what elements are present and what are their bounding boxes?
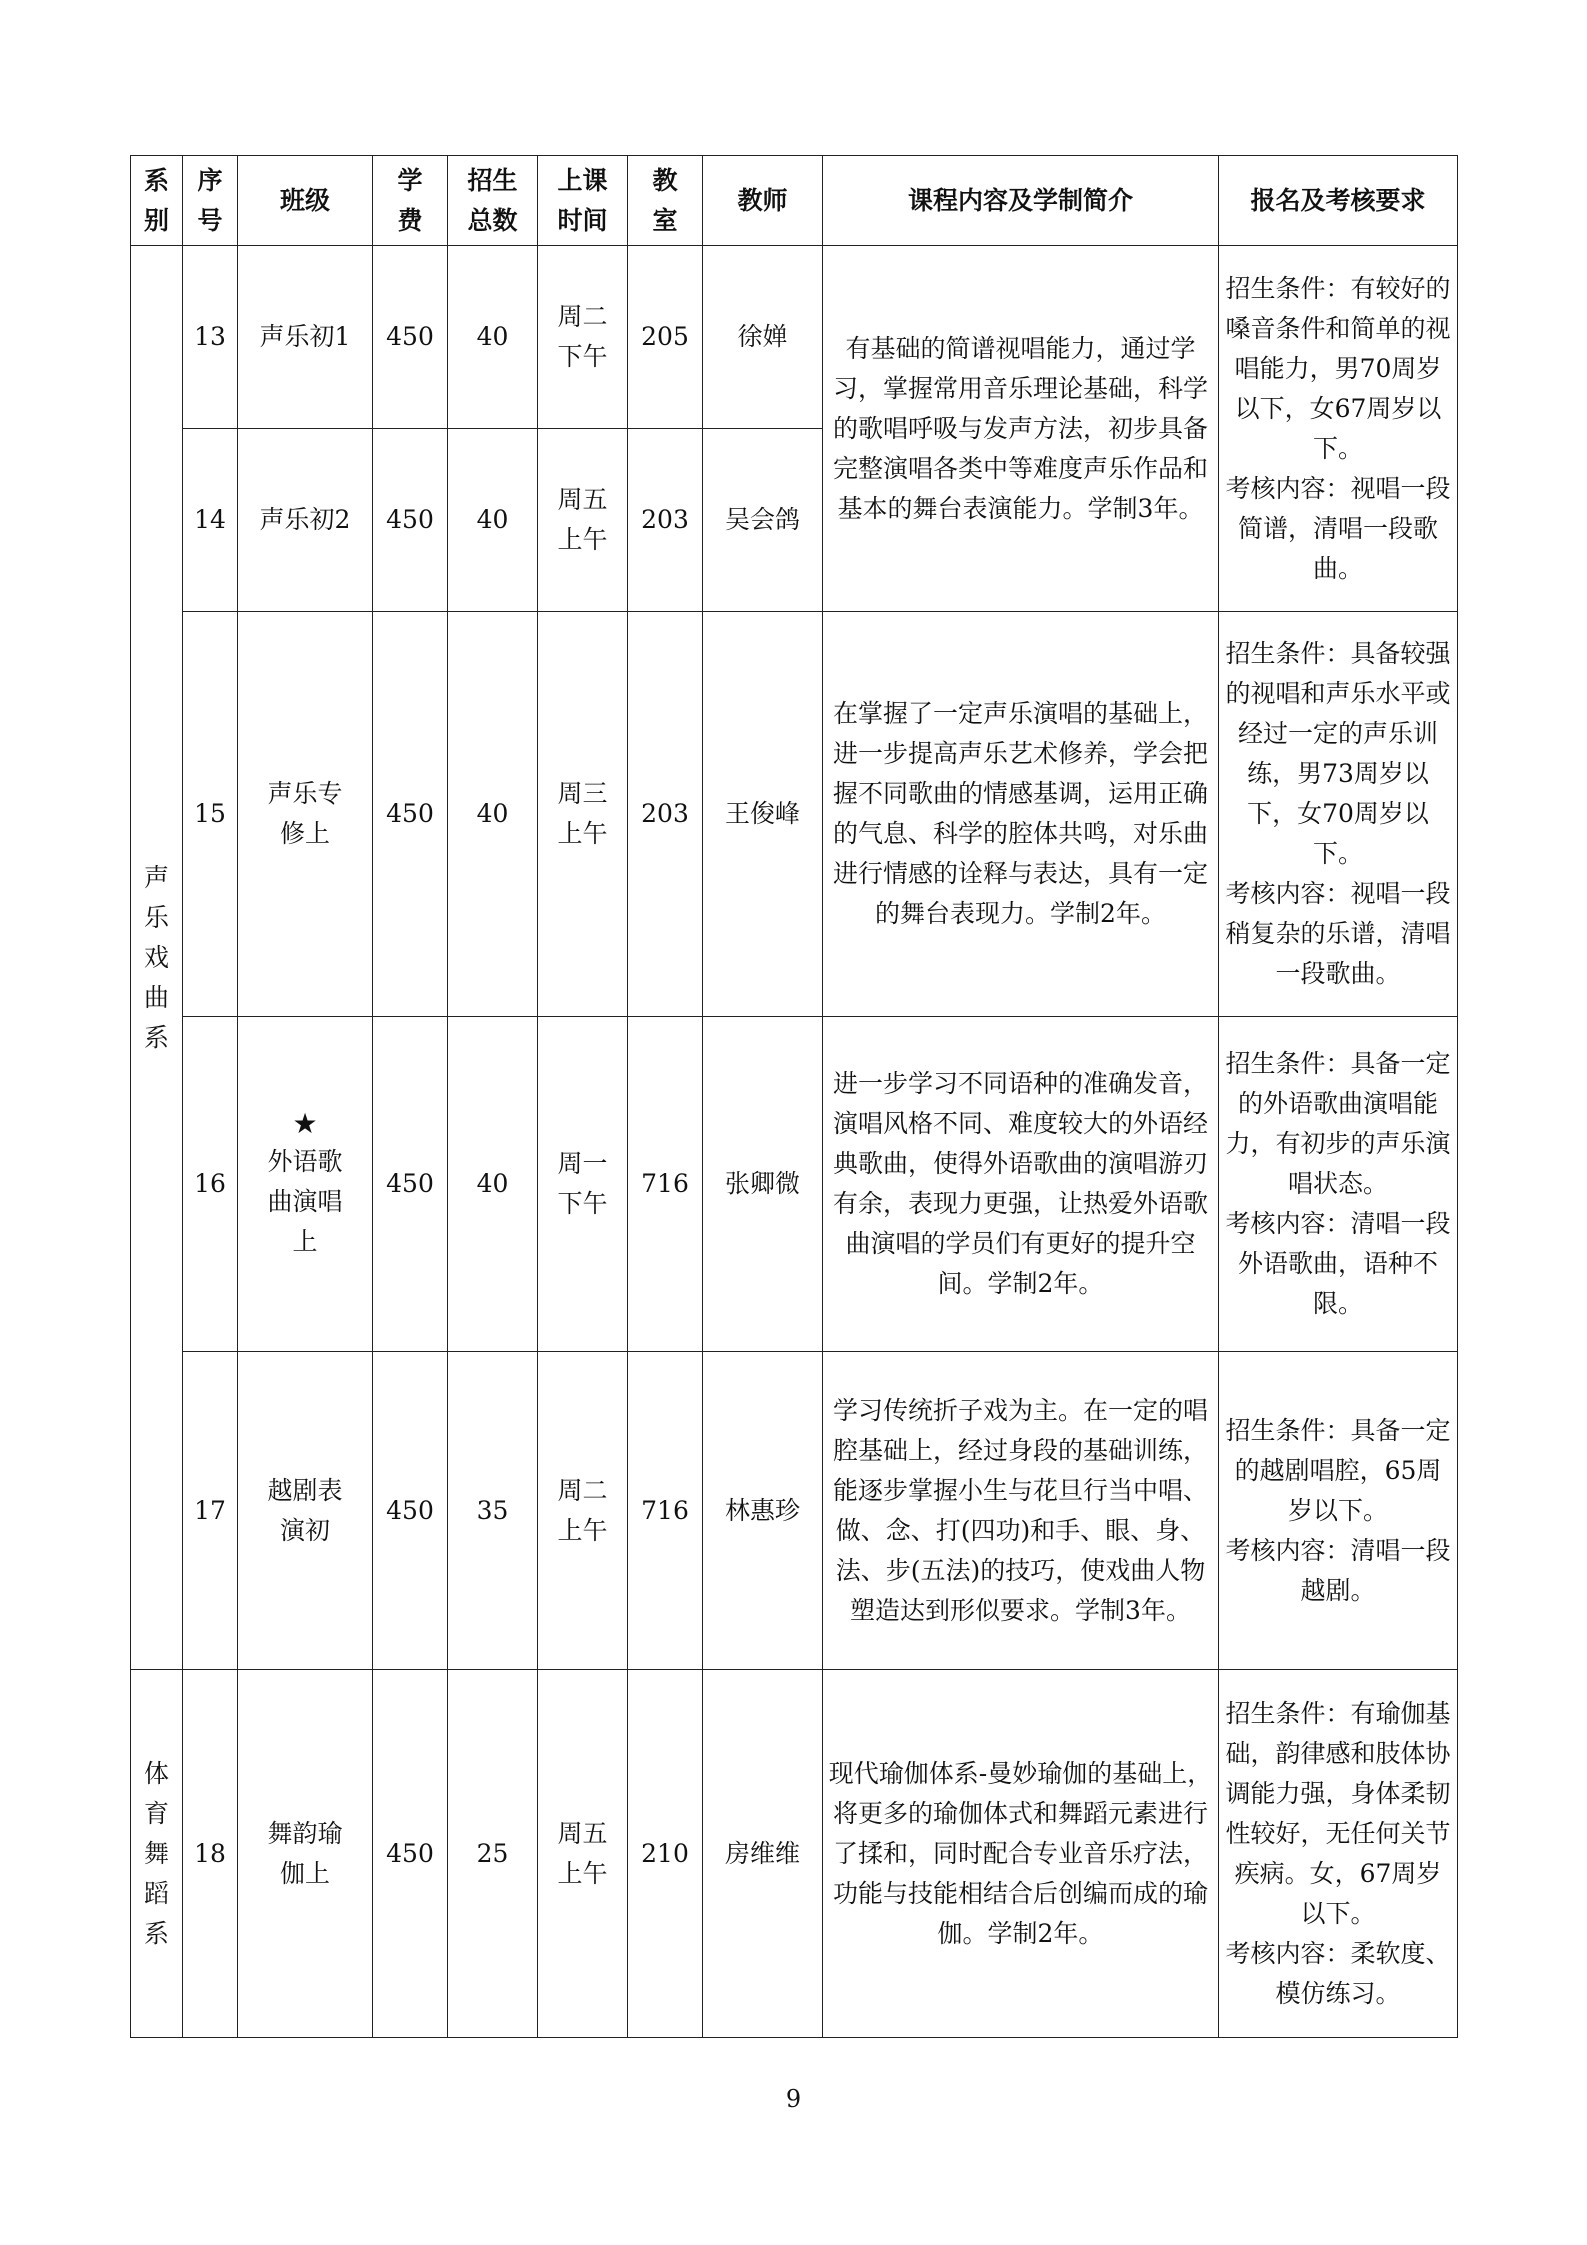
cell-quota: 35 (448, 1352, 538, 1670)
cell-time: 周三上午 (538, 612, 628, 1017)
cell-intro: 现代瑜伽体系-曼妙瑜伽的基础上，将更多的瑜伽体式和舞蹈元素进行了揉和，同时配合专业音乐疗法，功能与技能相结合后创编而成的瑜伽。学制2年。 (823, 1670, 1219, 2038)
table-header-row (131, 156, 1458, 246)
cell-time: 周五上午 (538, 1670, 628, 2038)
cell-room: 716 (628, 1352, 703, 1670)
req-exam: 考核内容：清唱一段外语歌曲，语种不限。 (1225, 1209, 1451, 1318)
req-exam: 考核内容：视唱一段简谱，清唱一段歌曲。 (1225, 473, 1451, 583)
cell-class: 声乐专修上 (238, 612, 373, 1017)
star-icon: ★ (292, 1107, 318, 1140)
header-time: 上课时间 (538, 156, 628, 246)
cell-requirements (1219, 246, 1458, 612)
cell-teacher: 吴会鸽 (703, 429, 823, 612)
cell-quota: 40 (448, 246, 538, 429)
cell-teacher: 王俊峰 (703, 612, 823, 1017)
cell-room: 205 (628, 246, 703, 429)
cell-class: 越剧表演初 (238, 1352, 373, 1670)
cell-quota: 40 (448, 612, 538, 1017)
cell-intro: 在掌握了一定声乐演唱的基础上，进一步提高声乐艺术修养，学会把握不同歌曲的情感基调，运用正确的气息、科学的腔体共鸣，对乐曲进行情感的诠释与表达，具有一定的舞台表现力。学制2年。 (823, 612, 1219, 1017)
cell-no: 13 (183, 246, 238, 429)
cell-teacher: 徐婵 (703, 246, 823, 429)
header-no: 序号 (183, 156, 238, 246)
req-conditions: 招生条件：具备一定的外语歌曲演唱能力，有初步的声乐演唱状态。 (1225, 1049, 1451, 1198)
header-dept: 系别 (131, 156, 183, 246)
req-conditions: 招生条件：有较好的嗓音条件和简单的视唱能力，男70周岁以下，女67周岁以下。 (1225, 273, 1451, 463)
req-conditions: 招生条件：具备较强的视唱和声乐水平或经过一定的声乐训练，男73周岁以下，女70周岁以下。 (1225, 639, 1451, 868)
cell-time: 周一下午 (538, 1017, 628, 1352)
cell-time: 周二下午 (538, 246, 628, 429)
table-row (131, 1670, 1458, 2038)
cell-quota: 25 (448, 1670, 538, 2038)
cell-requirements (1219, 1017, 1458, 1352)
cell-teacher: 张卿微 (703, 1017, 823, 1352)
header-class: 班级 (238, 156, 373, 246)
dept-cell-sports: 体育舞蹈系 (131, 1670, 183, 2038)
cell-fee: 450 (373, 1670, 448, 2038)
cell-fee: 450 (373, 246, 448, 429)
cell-class: ★ 外语歌曲演唱上 (238, 1017, 373, 1352)
cell-room: 210 (628, 1670, 703, 2038)
req-conditions: 招生条件：具备一定的越剧唱腔，65周岁以下。 (1225, 1415, 1451, 1525)
header-quota: 招生总数 (448, 156, 538, 246)
table-row (131, 1352, 1458, 1670)
cell-room: 203 (628, 429, 703, 612)
cell-no: 17 (183, 1352, 238, 1670)
cell-intro: 进一步学习不同语种的准确发音，演唱风格不同、难度较大的外语经典歌曲，使得外语歌曲的演唱游刃有余，表现力更强，让热爱外语歌曲演唱的学员们有更好的提升空间。学制2年。 (823, 1017, 1219, 1352)
cell-room: 203 (628, 612, 703, 1017)
header-fee: 学费 (373, 156, 448, 246)
dept-cell-vocal: 声乐戏曲系 (131, 246, 183, 1670)
table-row (131, 1017, 1458, 1352)
req-conditions: 招生条件：有瑜伽基础，韵律感和肢体协调能力强，身体柔韧性较好，无任何关节疾病。女，67周岁以下。 (1225, 1698, 1451, 1928)
cell-room: 716 (628, 1017, 703, 1352)
cell-fee: 450 (373, 429, 448, 612)
cell-time: 周二上午 (538, 1352, 628, 1670)
header-teacher: 教师 (703, 156, 823, 246)
req-exam: 考核内容：清唱一段越剧。 (1225, 1535, 1451, 1605)
cell-quota: 40 (448, 1017, 538, 1352)
header-intro: 课程内容及学制简介 (823, 156, 1219, 246)
req-exam: 考核内容：柔软度、模仿练习。 (1225, 1938, 1451, 2008)
cell-no: 14 (183, 429, 238, 612)
cell-intro: 有基础的简谱视唱能力，通过学习，掌握常用音乐理论基础，科学的歌唱呼吸与发声方法，初步具备完整演唱各类中等难度声乐作品和基本的舞台表演能力。学制3年。 (823, 246, 1219, 612)
cell-fee: 450 (373, 1352, 448, 1670)
table-row (131, 246, 1458, 429)
cell-requirements (1219, 1670, 1458, 2038)
page-number: 9 (785, 2085, 802, 2113)
cell-requirements (1219, 1352, 1458, 1670)
course-table (130, 155, 1458, 2038)
table-row (131, 612, 1458, 1017)
cell-no: 16 (183, 1017, 238, 1352)
cell-fee: 450 (373, 1017, 448, 1352)
cell-teacher: 林惠珍 (703, 1352, 823, 1670)
cell-quota: 40 (448, 429, 538, 612)
header-req: 报名及考核要求 (1219, 156, 1458, 246)
cell-no: 15 (183, 612, 238, 1017)
cell-time: 周五上午 (538, 429, 628, 612)
cell-fee: 450 (373, 612, 448, 1017)
cell-class: 舞韵瑜伽上 (238, 1670, 373, 2038)
header-room: 教室 (628, 156, 703, 246)
cell-teacher: 房维维 (703, 1670, 823, 2038)
req-exam: 考核内容：视唱一段稍复杂的乐谱，清唱一段歌曲。 (1225, 879, 1451, 988)
cell-class: 声乐初2 (238, 429, 373, 612)
cell-no: 18 (183, 1670, 238, 2038)
cell-class: 声乐初1 (238, 246, 373, 429)
cell-intro: 学习传统折子戏为主。在一定的唱腔基础上，经过身段的基础训练，能逐步掌握小生与花旦行当中唱、做、念、打(四功)和手、眼、身、法、步(五法)的技巧，使戏曲人物塑造达到形似要求。学制3年。 (823, 1352, 1219, 1670)
cell-requirements (1219, 612, 1458, 1017)
